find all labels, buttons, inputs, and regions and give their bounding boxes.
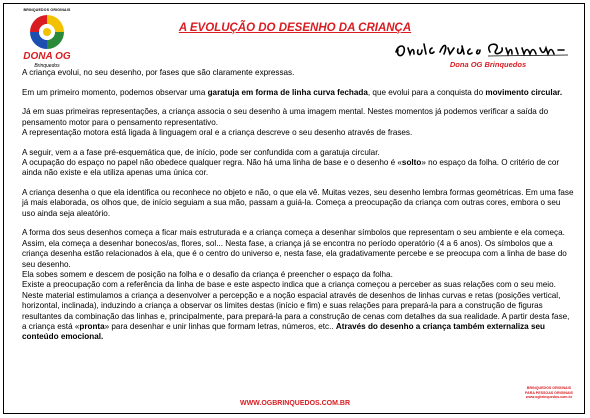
- logo-ring-icon: [28, 13, 66, 51]
- footer-stamp: [514, 386, 584, 400]
- logo-tagline: BRINQUEDOS ORIGINAIS: [23, 8, 71, 12]
- stamp-line-2: PARA PESSOAS ORIGINAIS: [525, 390, 573, 395]
- article-body: [22, 68, 574, 352]
- brand-logo: [17, 8, 77, 70]
- paragraph-representacoes: Já em suas primeiras representações, a criança associa o seu desenho à uma imagem mental. Nestes momentos já podemos verificar a saída do pensamento motor para o pensamento representativo. A representação motora está ligada à linguagem oral e a criança descreve o seu desenho através de frases.: [22, 107, 549, 137]
- paragraph-pre-esquematica: A seguir, vem a a fase pré-esquemática que, de início, pode ser confundida com a garatuja circular. A ocupação do espaço no papel não obedece qualquer regra. Não há uma linha de base e o desenho é «solto» no espaço da folha. O critério de cor ainda não existe e ela utiliza apenas uma única cor.: [22, 147, 560, 178]
- paragraph-formas: A criança desenha o que ela identifica ou reconhece no objeto e não, o que ela vê. Muitas vezes, seu desenho lembra formas geométricas. Em uma fase já mais elaborada, os olhos que, de início seguiam a sua mão, passam a guiá-la. Começa a preocupação da criança com outras cores, embora o seu uso ainda seja aleatório.: [22, 188, 574, 218]
- handwritten-signature: [392, 40, 570, 60]
- stamp-line-3: www.ogbrinquedos.com.br: [525, 395, 573, 399]
- stamp-line-1: BRINQUEDOS ORIGINAIS: [526, 386, 572, 390]
- paragraph-intro: A criança evolui, no seu desenho, por fases que são claramente expressas.: [22, 68, 295, 77]
- logo-subtitle: Brinquedos: [34, 63, 60, 69]
- signature-caption: Dona OG Brinquedos: [449, 60, 527, 69]
- page-title: A EVOLUÇÃO DO DESENHO DA CRIANÇA: [178, 22, 412, 34]
- paragraph-simbolos: A forma dos seus desenhos começa a ficar mais estruturada e a criança começa a desenhar símbolos que representam o seu ambiente e ela começa. Assim, ela começa a desenhar bonecos/as, flores, sol... Nesta fase, a criança já se encontra no período operatório (4 a 6 anos). Os símbolos que a criança desenha estão relacionados à ela, que é o centro do universo e, nesta fase, ela gradativamente percebe e se preocupa com a linha de base do seu desenho. Ela sobes somem e descem de posição na folha e o desafio da criança é preencher o espaço da folha. Existe a preocupação com a referência da linha de base e este aspecto indica que a criança começou a perceber as suas relações com o seu meio. Neste material estimulamos a criança a desenvolver a percepção e a noção espacial através de desenhos de linhas curvas e retas (posições vertical, horizontal, inclinada), induzindo a criança a observar os limites destas (início e fim) e suas relações para prepará-la para a construção de figuras resultantes da combinação das linhas e, principalmente, para prepará-la para a construção de cenas com detalhes da sua realidade. A partir desta fase, a criança está «pronta» para desenhar e unir linhas que formam letras, números, etc.. Através do desenho a criança também externaliza seu conteúdo emocional.: [22, 228, 570, 342]
- paragraph-garatuja: Em um primeiro momento, podemos observar uma garatuja em forma de linha curva fechada, que evolui para a conquista do movimento circular.: [22, 87, 563, 97]
- footer-website-link[interactable]: WWW.OGBRINQUEDOS.COM.BR: [239, 400, 351, 407]
- logo-brand-name: DONA OG: [23, 51, 71, 62]
